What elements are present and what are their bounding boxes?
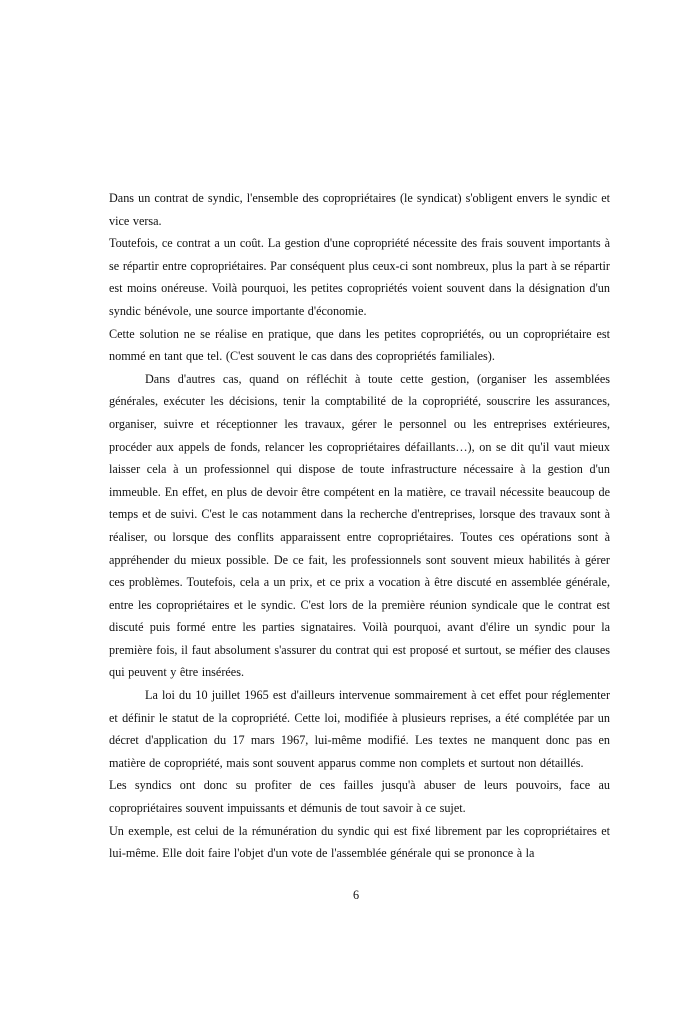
paragraph-loi-1965: La loi du 10 juillet 1965 est d'ailleurs intervenue sommairement à cet effet pour réglementer et définir le statut de la copropriété. Cette loi, modifiée à plusieurs reprises, a été complétée par un décret d'application du 17 mars 1967, lui-même modifié. Les textes ne manquent donc pas en matière de copropriété, mais sont souvent apparus comme non complets et surtout non détaillés. — [109, 688, 610, 770]
paragraph-contrat-syndic: Dans un contrat de syndic, l'ensemble des copropriétaires (le syndicat) s'obligent envers le syndic et vice versa. — [109, 191, 610, 228]
paragraph-cout-contrat: Toutefois, ce contrat a un coût. La gestion d'une copropriété nécessite des frais souvent importants à se répartir entre copropriétaires. Par conséquent plus ceux-ci sont nombreux, plus la part à se répartir est moins onéreuse. Voilà pourquoi, les petites copropriétés voient souvent dans la désignation d'un syndic bénévole, une source importante d'économie. — [109, 236, 610, 318]
paragraph-solution-pratique: Cette solution ne se réalise en pratique, que dans les petites copropriétés, ou un copropriétaire est nommé en tant que tel. (C'est souvent le cas dans des copropriétés familiales). — [109, 326, 610, 364]
paragraph-syndics-failles: Les syndics ont donc su profiter de ces failles jusqu'à abuser de leurs pouvoirs, face au copropriétaires souvent impuissants et démunis de tout savoir à ce sujet. — [109, 778, 610, 816]
page-number: 6 — [352, 888, 360, 902]
paragraph-autres-cas: Dans d'autres cas, quand on réfléchit à toute cette gestion, (organiser les assemblées générales, exécuter les décisions, tenir la comptabilité de la copropriété, souscrire les assurances, organiser, suivre et réceptionner les travaux, gérer le personnel ou les entreprises extérieures, procéder aux appels de fonds, relancer les copropriétaires défaillants…), on se dit qu'il vaut mieux laisser cela à un professionnel qui dispose de toute infrastructure nécessaire à la gestion d'un immeuble. En effet, en plus de devoir être compétent en la matière, ce travail nécessite beaucoup de temps et de suivi. C'est le cas notamment dans la recherche d'entreprises, lorsque des travaux sont à réaliser, ou lorsque des conflits apparaissent entre copropriétaires. Toutes ces opérations sont à appréhender du mieux possible. De ce fait, les professionnels sont souvent mieux habilités à gérer ces problèmes. Toutefois, cela a un prix, et ce prix a vocation à être discuté en assemblée générale, entre les copropriétaires et le syndic. C'est lors de la première réunion syndicale que le contrat est discuté puis formé entre les parties signataires. Voilà pourquoi, avant d'élire un syndic pour la première fois, il faut absolument s'assurer du contrat qui est proposé et surtout, se méfier des clauses qui peuvent y être insérées. — [109, 371, 610, 680]
paragraph-exemple-remuneration: Un exemple, est celui de la rémunération du syndic qui est fixé librement par les copropriétaires et lui-même. Elle doit faire l'objet d'un vote de l'assemblée générale qui se prononce à la — [109, 823, 610, 861]
body-text — [109, 187, 610, 865]
